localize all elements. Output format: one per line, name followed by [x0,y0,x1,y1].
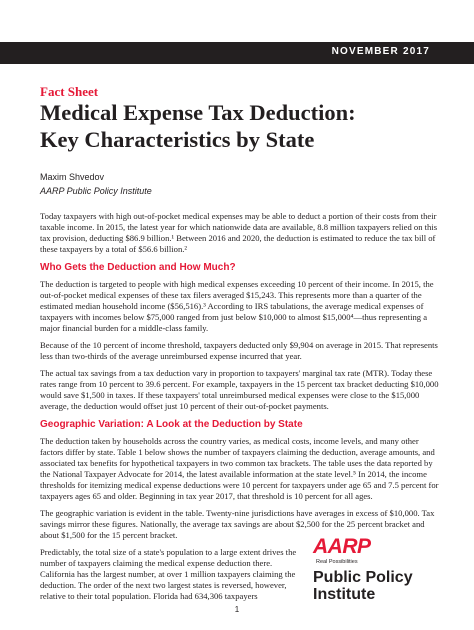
aarp-ppi-logo [313,535,443,605]
author-affiliation: AARP Public Policy Institute [40,186,152,196]
ppi-wordmark [313,569,413,603]
body-paragraph: The deduction taken by households across the country varies, as medical costs, income levels, and many other factors differ by state. Table 1 below shows the number of taxpayers claiming the deduction, average amounts, and associated tax benefits for hypothetical taxpayers in two common tax brackets. The table uses the data reported by the National Taxpayer Advocate for 2014, the latest available information at the state level.⁵ In 2014, the income thresholds for itemizing medical expense deductions were 10 percent for taxpayers under age 65 and 7.5 percent for taxpayers ages 65 and older. Beginning in tax year 2017, that threshold is 10 percent for all ages. [40,436,439,501]
section-heading-geographic: Geographic Variation: A Look at the Deduction by State [40,419,303,430]
aarp-tagline: Real Possibilities [316,559,358,565]
title-line-1: Medical Expense Tax Deduction: [40,100,356,125]
body-paragraph: Because of the 10 percent of income threshold, taxpayers deducted only $9,904 on average in 2015. That represents less than two-thirds of the average unreimbursed expense incurred that year. [40,340,438,361]
body-paragraph: The deduction is targeted to people with high medical expenses exceeding 10 percent of their income. In 2015, the out-of-pocket medical expenses of these tax filers averaged $15,243. This represents more than a quarter of the estimated median household income ($56,516).³ According to IRS tabulations, the average medical expenses of taxpayers with incomes below $75,000 ranged from just below $10,000 to almost $15,000⁴—thus representing a major financial burden for a middle-class family. [40,279,434,333]
intro-paragraph: Today taxpayers with high out-of-pocket medical expenses may be able to deduct a portion of their costs from their taxable income. In 2015, the latest year for which nationwide data are available, 8.8 million taxpayers relied on this tax provision, deducting $86.9 billion.¹ Between 2016 and 2020, the deduction is estimated to reduce the tax bill of these taxpayers by a total of $56.6 billion.² [40,211,438,254]
page-number: 1 [234,605,240,614]
body-paragraph: The geographic variation is evident in the table. Twenty-nine jurisdictions have averages in excess of $10,000. Tax savings mirror these figures. Nationally, the average tax savings are about $2,500 for the 25 percent bracket and about $1,500 for the 15 percent bracket. [40,508,435,540]
aarp-logo-wordmark: AARP [313,535,371,558]
section-heading-who-gets: Who Gets the Deduction and How Much? [40,262,236,273]
body-paragraph: Predictably, the total size of a state's population to a large extent drives the number of taxpayers claiming the medical expense deduction there. California has the largest number, at over 1 million taxpayers claiming the deduction. The order of the next two largest states is reversed, however, relative to their total population. Florida had 634,306 taxpayers [40,547,297,601]
title-line-2: Key Characteristics by State [40,127,315,152]
body-paragraph: The actual tax savings from a tax deduction vary in proportion to taxpayers' marginal tax rate (MTR). Today these rates range from 10 percent to 39.6 percent. For example, taxpayers in the 15 percent tax bracket deducting $10,000 would save $1,500 in taxes. If these taxpayers' total unreimbursed medical expenses were close to the $15,000 average, the deduction would offset just 10 percent of their out-of-pocket payments. [40,368,439,411]
header-bar [0,42,474,64]
ppi-line-2: Institute [313,586,376,603]
document-label: Fact Sheet [40,84,99,99]
publication-date: NOVEMBER 2017 [331,46,430,57]
document-title [40,99,440,153]
author-name: Maxim Shvedov [40,172,105,182]
ppi-line-1: Public Policy [313,569,413,586]
